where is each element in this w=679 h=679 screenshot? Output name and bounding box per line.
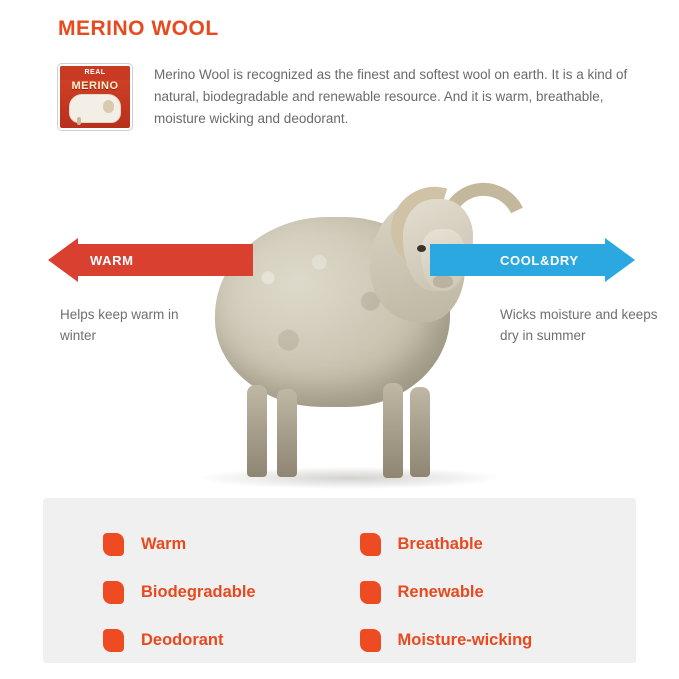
- feature-tag-icon: [103, 629, 124, 652]
- sheep-leg: [247, 385, 267, 477]
- feature-item: [103, 568, 360, 616]
- feature-label: Moisture-wicking: [397, 630, 533, 649]
- cool-dry-arrow-tip-icon: [605, 238, 635, 282]
- feature-label: Renewable: [397, 582, 484, 601]
- warm-caption: Helps keep warm in winter: [60, 307, 179, 343]
- cool-dry-arrow: [430, 238, 635, 282]
- feature-item: [360, 616, 617, 664]
- feature-item: [360, 520, 617, 568]
- sheep-illustration: [205, 157, 495, 487]
- page-title: MERINO WOOL: [58, 17, 219, 40]
- warm-arrow-label: WARM: [90, 252, 134, 268]
- features-panel: [43, 498, 636, 663]
- merino-badge-icon: [58, 64, 132, 130]
- warm-arrow-tip-icon: [48, 238, 78, 282]
- feature-label: Biodegradable: [141, 582, 256, 601]
- warm-arrow: [48, 238, 253, 282]
- feature-label: Warm: [141, 534, 187, 553]
- badge-top-text: REAL: [60, 66, 130, 80]
- feature-label: Deodorant: [141, 630, 224, 649]
- badge-sheep-icon: [69, 94, 121, 123]
- sheep-leg: [277, 389, 297, 477]
- cool-dry-caption: Wicks moisture and keeps dry in summer: [500, 307, 658, 343]
- sheep-leg: [410, 387, 430, 477]
- sheep-eye-left: [417, 245, 426, 252]
- feature-label: Breathable: [397, 534, 483, 553]
- feature-tag-icon: [360, 581, 381, 604]
- sheep-leg: [383, 383, 403, 478]
- feature-item: [103, 616, 360, 664]
- intro-block: [58, 64, 628, 130]
- cool-dry-arrow-label: COOL&DRY: [500, 252, 579, 268]
- feature-tag-icon: [360, 533, 381, 556]
- feature-tag-icon: [103, 581, 124, 604]
- badge-word: MERINO: [71, 80, 119, 92]
- feature-item: [103, 520, 360, 568]
- features-grid: [103, 520, 616, 664]
- feature-tag-icon: [360, 629, 381, 652]
- feature-tag-icon: [103, 533, 124, 556]
- intro-paragraph: Merino Wool is recognized as the finest and softest wool on earth. It is a kind of natural, biodegradable and renewable resource. And it is warm, breathable, moisture wicking and deodorant.: [154, 67, 628, 126]
- feature-item: [360, 568, 617, 616]
